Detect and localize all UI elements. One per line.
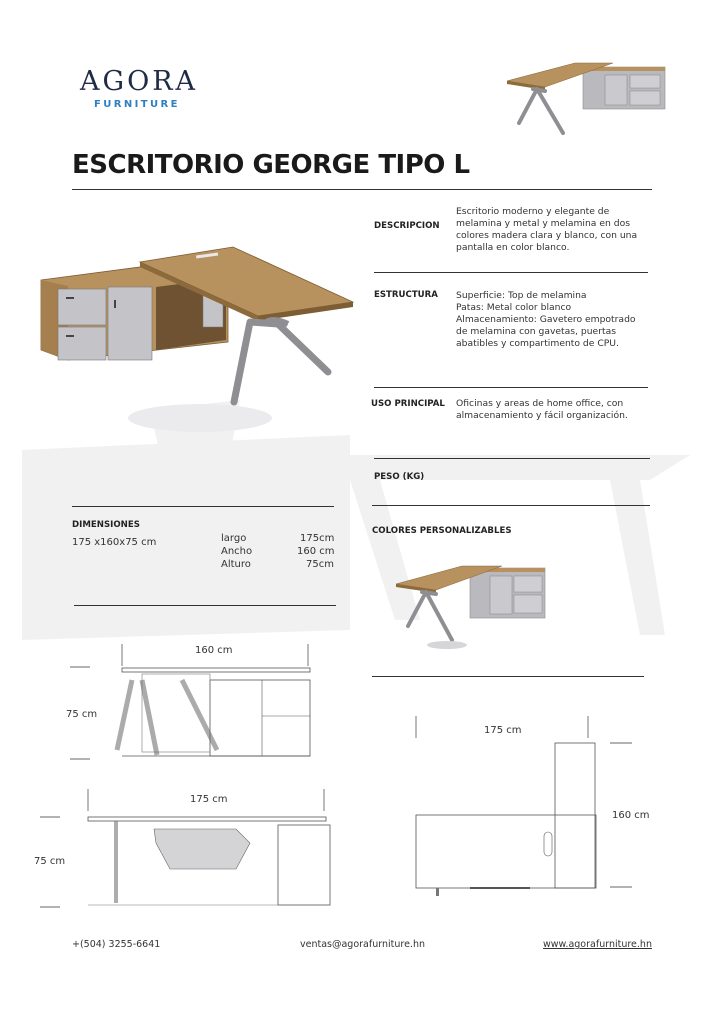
side-width-label: 175 cm <box>190 794 228 805</box>
descripcion-line: pantalla en color blanco. <box>456 242 570 253</box>
front-view-drawing <box>62 640 332 765</box>
uso-label: USO PRINCIPAL <box>371 399 445 409</box>
brand-tagline: FURNITURE <box>94 99 180 110</box>
spec-divider <box>374 458 650 459</box>
dim-row-name: largo <box>221 533 247 544</box>
dim-row-value: 160 cm <box>297 546 335 557</box>
estructura-line: de melamina con gavetas, puertas <box>456 326 616 337</box>
top-view-drawing <box>410 712 650 902</box>
spec-divider <box>372 676 644 677</box>
spec-divider <box>374 387 648 388</box>
dims-top-divider <box>72 506 334 507</box>
uso-line: almacenamiento y fácil organización. <box>456 410 628 421</box>
descripcion-text <box>456 206 637 254</box>
descripcion-line: colores madera clara y blanco, con una <box>456 230 638 241</box>
page-title: ESCRITORIO GEORGE TIPO L <box>72 150 470 180</box>
peso-label: PESO (KG) <box>374 472 425 482</box>
spec-divider <box>374 272 648 273</box>
product-color-sample <box>392 560 552 670</box>
estructura-line: Patas: Metal color blanco <box>456 302 572 313</box>
dim-row-value: 75cm <box>306 559 334 570</box>
side-height-label: 75 cm <box>34 856 66 867</box>
descripcion-label: DESCRIPCION <box>374 221 440 231</box>
estructura-text <box>456 290 636 350</box>
dim-row-name: Ancho <box>221 546 253 557</box>
top-width-label: 175 cm <box>484 725 522 736</box>
colores-label: COLORES PERSONALIZABLES <box>372 526 512 536</box>
footer-website-link[interactable]: www.agorafurniture.hn <box>543 939 652 950</box>
uso-line: Oficinas y areas de home office, con <box>456 398 624 409</box>
top-depth-label: 160 cm <box>612 810 650 821</box>
dim-row-name: Alturo <box>221 559 251 570</box>
dim-row-value: 175cm <box>300 533 335 544</box>
brand-logo: AGORA <box>80 66 199 97</box>
side-view-drawing <box>36 785 336 915</box>
dimensiones-label: DIMENSIONES <box>72 520 140 530</box>
product-thumbnail-top <box>505 55 675 150</box>
footer-email[interactable]: ventas@agorafurniture.hn <box>300 939 425 950</box>
descripcion-line: Escritorio moderno y elegante de <box>456 206 610 217</box>
estructura-line: Superficie: Top de melamina <box>456 290 587 301</box>
front-width-label: 160 cm <box>195 645 233 656</box>
descripcion-line: melamina y metal y melamina en dos <box>456 218 630 229</box>
dimensiones-summary: 175 x160x75 cm <box>72 537 157 548</box>
estructura-label: ESTRUCTURA <box>374 290 438 300</box>
estructura-line: Almacenamiento: Gavetero empotrado <box>456 314 636 325</box>
product-main-render <box>38 242 358 457</box>
uso-text <box>456 398 628 422</box>
estructura-line: abatibles y compartimento de CPU. <box>456 338 619 349</box>
dims-bottom-divider <box>74 605 336 606</box>
front-height-label: 75 cm <box>66 709 98 720</box>
spec-divider <box>372 505 650 506</box>
footer-phone: +(504) 3255-6641 <box>72 939 161 950</box>
title-divider <box>72 189 652 190</box>
